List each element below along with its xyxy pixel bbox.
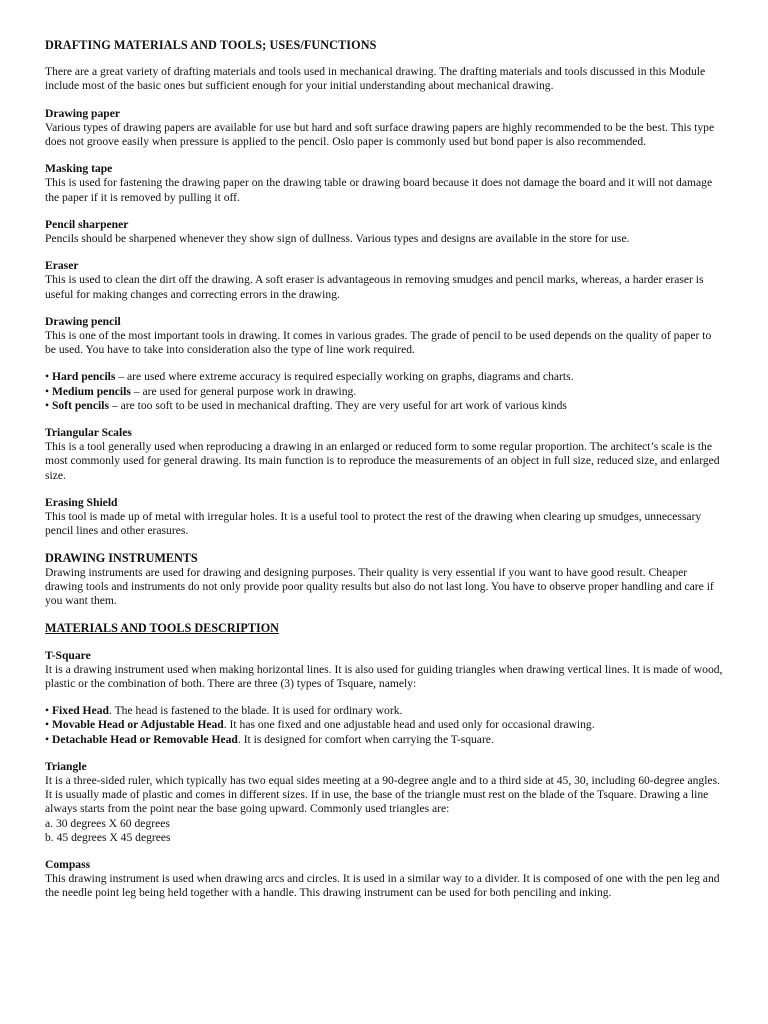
material-pencil-sharpener xyxy=(45,218,724,246)
material-heading: Masking tape xyxy=(45,162,113,176)
section-heading: DRAWING INSTRUMENTS xyxy=(45,551,198,566)
bullet-glyph: • xyxy=(45,732,50,746)
bullet-glyph: • xyxy=(45,370,50,384)
list-term: Medium pencils xyxy=(51,384,131,398)
intro-paragraph: There are a great variety of drafting materials and tools used in mechanical drawing. The drafting materials and tools discussed in this Module include most of the basic ones but sufficient enough for your initial understanding about mechanical drawing. xyxy=(45,65,706,93)
description-section-heading: MATERIALS AND TOOLS DESCRIPTION xyxy=(45,621,279,636)
material-drawing-paper xyxy=(45,107,724,150)
material-text: This tool is made up of metal with irregular holes. It is a useful tool to protect the rest of the drawing when clearing up smudges, unnecessary pencil lines and other erasures. xyxy=(45,510,702,538)
material-text: Various types of drawing papers are available for use but hard and soft surface drawing papers are highly recommended to be the best. This type does not groove easily when pressure is applied to the pencil. Oslo paper is commonly used but bond paper is also recommended. xyxy=(45,120,715,149)
list-item xyxy=(45,385,724,399)
material-heading: Eraser xyxy=(45,259,79,273)
document-title: DRAFTING MATERIALS AND TOOLS; USES/FUNCTIONS xyxy=(45,38,377,52)
pencil-grade-list xyxy=(45,370,724,413)
list-item xyxy=(45,399,724,413)
bullet-glyph: • xyxy=(45,704,50,718)
material-text: This is used to clean the dirt off the drawing. A soft eraser is advantageous in removing smudges and pencil marks, whereas, a harder eraser is useful for making changes and correcting errors in the drawing. xyxy=(45,273,704,301)
list-item: a. 30 degrees X 60 degrees xyxy=(45,816,170,830)
list-desc: – are used where extreme accuracy is required especially working on graphs, diagrams and charts. xyxy=(115,370,574,384)
tool-text: This drawing instrument is used when drawing arcs and circles. It is used in a similar way to a divider. It is composed of one with the pen leg and the needle point leg being held together with a handle. This drawing instrument can be used for both penciling and inking. xyxy=(45,872,720,900)
list-term: Fixed Head xyxy=(51,704,109,718)
bullet-glyph: • xyxy=(45,384,50,398)
section-text: Drawing instruments are used for drawing and designing purposes. Their quality is very essential if you want to have good result. Cheaper drawing tools and instruments do not only provide poor quality results but also do not last long. You have to observe proper handling and care if you want them. xyxy=(45,565,714,608)
tool-heading: T-Square xyxy=(45,648,91,662)
tool-text: It is a three-sided ruler, which typically has two equal sides meeting at a 90-degree angle and to a third side at 45, 30, including 60-degree angles. It is usually made of plastic and comes in different sizes. If in use, the base of the triangle must rest on the blade of the Tsquare. Drawing a line always starts from the point near the base going upward. Commonly used triangles are: xyxy=(45,773,720,816)
drawing-instruments-section xyxy=(45,551,724,608)
tool-triangle xyxy=(45,760,724,845)
material-text: This is a tool generally used when reproducing a drawing in an enlarged or reduced form to some regular proportion. The architect’s scale is the most commonly used for general drawing. Its main function is to reproduce the measurements of an object in full size, reduced size, and enlarged size. xyxy=(45,440,720,482)
tool-compass xyxy=(45,858,724,901)
tool-heading: Compass xyxy=(45,857,91,871)
list-desc: . The head is fastened to the blade. It is used for ordinary work. xyxy=(108,704,403,718)
material-triangular-scales xyxy=(45,426,724,483)
bullet-glyph: • xyxy=(45,718,50,732)
tsquare-type-list xyxy=(45,704,724,747)
list-desc: – are used for general purpose work in drawing. xyxy=(130,384,357,398)
list-desc: . It has one fixed and one adjustable head and used only for occasional drawing. xyxy=(223,718,595,732)
material-masking-tape xyxy=(45,162,724,205)
list-term: Detachable Head or Removable Head xyxy=(51,732,238,746)
material-heading: Pencil sharpener xyxy=(45,217,129,231)
list-desc: . It is designed for comfort when carrying the T-square. xyxy=(237,732,494,746)
list-term: Hard pencils xyxy=(51,370,116,384)
material-text: This is one of the most important tools in drawing. It comes in various grades. The grade of pencil to be used depends on the quality of paper to be used. You have to take into consideration also the type of line work required. xyxy=(45,329,712,357)
material-heading: Erasing Shield xyxy=(45,495,118,509)
tool-heading: Triangle xyxy=(45,759,87,773)
tool-t-square xyxy=(45,649,724,747)
list-item: b. 45 degrees X 45 degrees xyxy=(45,830,171,844)
list-term: Soft pencils xyxy=(51,398,109,412)
material-erasing-shield xyxy=(45,496,724,539)
material-eraser xyxy=(45,259,724,302)
list-term: Movable Head or Adjustable Head xyxy=(51,718,224,732)
list-item xyxy=(45,704,724,718)
material-text: Pencils should be sharpened whenever they show sign of dullness. Various types and designs are available in the store for use. xyxy=(45,232,630,246)
material-text: This is used for fastening the drawing paper on the drawing table or drawing board because it does not damage the board and it will not damage the paper if it is removed by pulling it off. xyxy=(45,176,713,204)
list-item xyxy=(45,733,724,747)
list-item xyxy=(45,370,724,384)
list-desc: – are too soft to be used in mechanical drafting. They are very useful for art work of various kinds xyxy=(108,398,567,412)
bullet-glyph: • xyxy=(45,398,50,412)
material-heading: Drawing pencil xyxy=(45,314,121,328)
tool-text: It is a drawing instrument used when making horizontal lines. It is also used for guiding triangles when drawing vertical lines. It is made of wood, plastic or the combination of both. There are three (3) types of Tsquare, namely: xyxy=(45,662,723,690)
triangle-type-list xyxy=(45,817,724,845)
list-item xyxy=(45,718,724,732)
material-drawing-pencil xyxy=(45,315,724,413)
material-heading: Triangular Scales xyxy=(45,426,132,440)
material-heading: Drawing paper xyxy=(45,106,121,120)
